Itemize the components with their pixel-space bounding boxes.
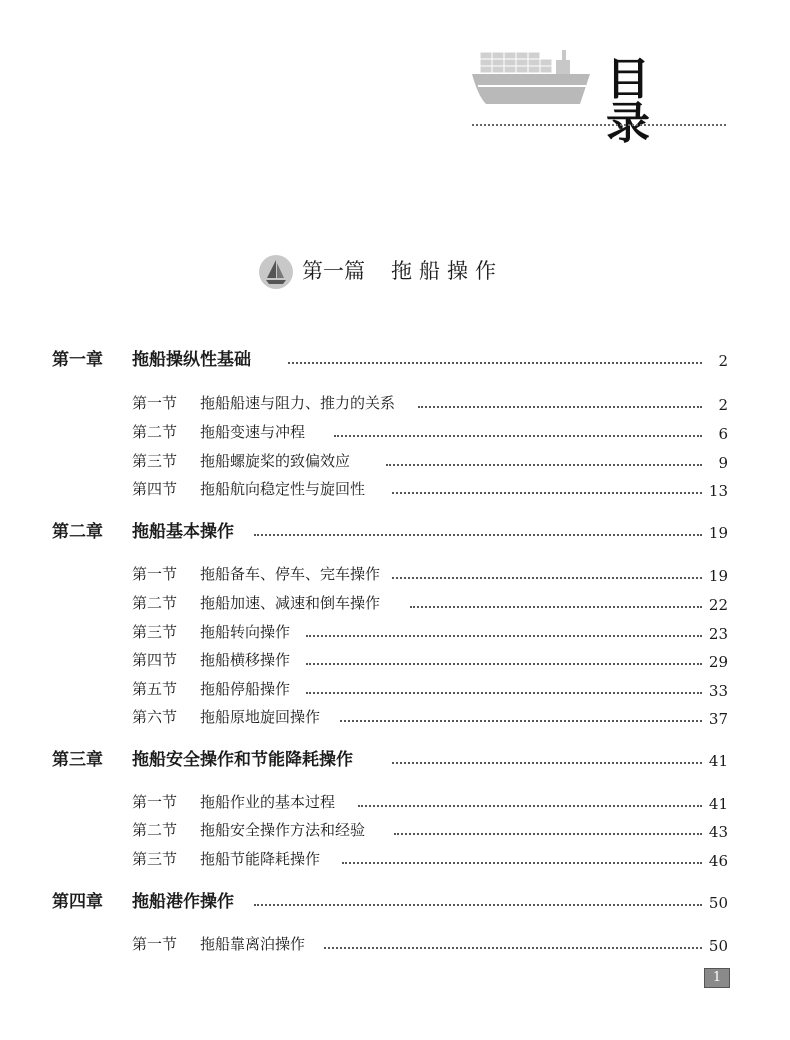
page-number: 23 <box>708 625 728 643</box>
section-number: 第六节 <box>132 708 178 726</box>
section-title: 拖船原地旋回操作 <box>200 708 321 726</box>
section-title: 拖船航向稳定性与旋回性 <box>200 480 366 498</box>
page-number: 41 <box>708 795 728 813</box>
section-title: 拖船停船操作 <box>200 680 291 698</box>
section-number: 第一节 <box>132 793 178 811</box>
page-number: 33 <box>708 682 728 700</box>
page-number: 19 <box>708 524 728 542</box>
section-number: 第三节 <box>132 452 178 470</box>
section-number: 第四节 <box>132 651 178 669</box>
chapter-number: 第二章 <box>52 522 103 542</box>
section-number: 第一节 <box>132 935 178 953</box>
section-title: 拖船螺旋桨的致偏效应 <box>200 452 351 470</box>
section-title: 拖船变速与冲程 <box>200 423 306 441</box>
dot-leader <box>392 490 702 494</box>
toc-section-row[interactable] <box>0 676 790 702</box>
toc-section-row[interactable] <box>0 846 790 872</box>
dot-leader <box>358 803 702 807</box>
chapter-number: 第一章 <box>52 350 103 370</box>
part-title <box>302 258 503 285</box>
part-name: 拖船操作 <box>391 259 503 283</box>
dot-leader <box>386 462 702 466</box>
chapter-number: 第四章 <box>52 892 103 912</box>
toc-section-row[interactable] <box>0 931 790 957</box>
dot-leader <box>306 690 702 694</box>
dot-leader <box>334 433 702 437</box>
sailboat-icon <box>258 254 294 290</box>
section-number: 第五节 <box>132 680 178 698</box>
section-number: 第二节 <box>132 821 178 839</box>
toc-section-row[interactable] <box>0 448 790 474</box>
toc-section-row[interactable] <box>0 647 790 673</box>
toc-chapter-row[interactable] <box>0 746 790 772</box>
toc-header <box>472 40 730 149</box>
section-title: 拖船安全操作方法和经验 <box>200 821 366 839</box>
chapter-title: 拖船港作操作 <box>132 892 234 912</box>
section-number: 第二节 <box>132 423 178 441</box>
chapter-number: 第三章 <box>52 750 103 770</box>
section-title: 拖船节能降耗操作 <box>200 850 321 868</box>
section-number: 第一节 <box>132 565 178 583</box>
part-heading <box>258 254 548 294</box>
dot-leader <box>340 718 702 722</box>
page-number: 9 <box>718 454 728 472</box>
section-number: 第三节 <box>132 850 178 868</box>
toc-section-row[interactable] <box>0 789 790 815</box>
toc-section-row[interactable] <box>0 619 790 645</box>
dot-leader <box>254 532 702 536</box>
page-number: 6 <box>718 425 728 443</box>
toc-chapter-row[interactable] <box>0 518 790 544</box>
section-title: 拖船横移操作 <box>200 651 291 669</box>
section-title: 拖船作业的基本过程 <box>200 793 336 811</box>
cargo-ship-icon <box>472 44 596 116</box>
dot-leader <box>410 604 702 608</box>
chapter-title: 拖船基本操作 <box>132 522 234 542</box>
page-number: 13 <box>708 482 728 500</box>
section-title: 拖船备车、停车、完车操作 <box>200 565 381 583</box>
dot-leader <box>392 760 702 764</box>
section-number: 第二节 <box>132 594 178 612</box>
dot-leader <box>342 860 702 864</box>
toc-section-row[interactable] <box>0 817 790 843</box>
page-number: 41 <box>708 752 728 770</box>
dot-leader <box>324 945 702 949</box>
page-number: 37 <box>708 710 728 728</box>
page-number-badge: 1 <box>704 968 730 988</box>
toc-section-row[interactable] <box>0 419 790 445</box>
dot-leader <box>418 404 702 408</box>
page-number: 43 <box>708 823 728 841</box>
header-dotted-rule <box>472 124 726 126</box>
dot-leader <box>306 633 702 637</box>
dot-leader <box>254 902 702 906</box>
section-title: 拖船转向操作 <box>200 623 291 641</box>
dot-leader <box>306 661 702 665</box>
chapter-title: 拖船安全操作和节能降耗操作 <box>132 750 353 770</box>
dot-leader <box>288 360 702 364</box>
section-title: 拖船加速、减速和倒车操作 <box>200 594 381 612</box>
page-number: 2 <box>718 352 728 370</box>
page-number: 22 <box>708 596 728 614</box>
page-number: 46 <box>708 852 728 870</box>
toc-section-row[interactable] <box>0 704 790 730</box>
toc-chapter-row[interactable] <box>0 346 790 372</box>
page-number: 50 <box>708 894 728 912</box>
page-number: 19 <box>708 567 728 585</box>
toc-section-row[interactable] <box>0 590 790 616</box>
toc-section-row[interactable] <box>0 390 790 416</box>
toc-section-row[interactable] <box>0 561 790 587</box>
toc-section-row[interactable] <box>0 476 790 502</box>
section-number: 第一节 <box>132 394 178 412</box>
section-number: 第四节 <box>132 480 178 498</box>
dot-leader <box>392 575 702 579</box>
page-number: 29 <box>708 653 728 671</box>
chapter-title: 拖船操纵性基础 <box>132 350 251 370</box>
section-number: 第三节 <box>132 623 178 641</box>
page-number: 50 <box>708 937 728 955</box>
dot-leader <box>394 831 702 835</box>
part-label: 第一篇 <box>302 259 365 283</box>
toc-title: 目 录 <box>606 54 690 149</box>
section-title: 拖船靠离泊操作 <box>200 935 306 953</box>
section-title: 拖船船速与阻力、推力的关系 <box>200 394 396 412</box>
toc-chapter-row[interactable] <box>0 888 790 914</box>
page-number: 2 <box>718 396 728 414</box>
